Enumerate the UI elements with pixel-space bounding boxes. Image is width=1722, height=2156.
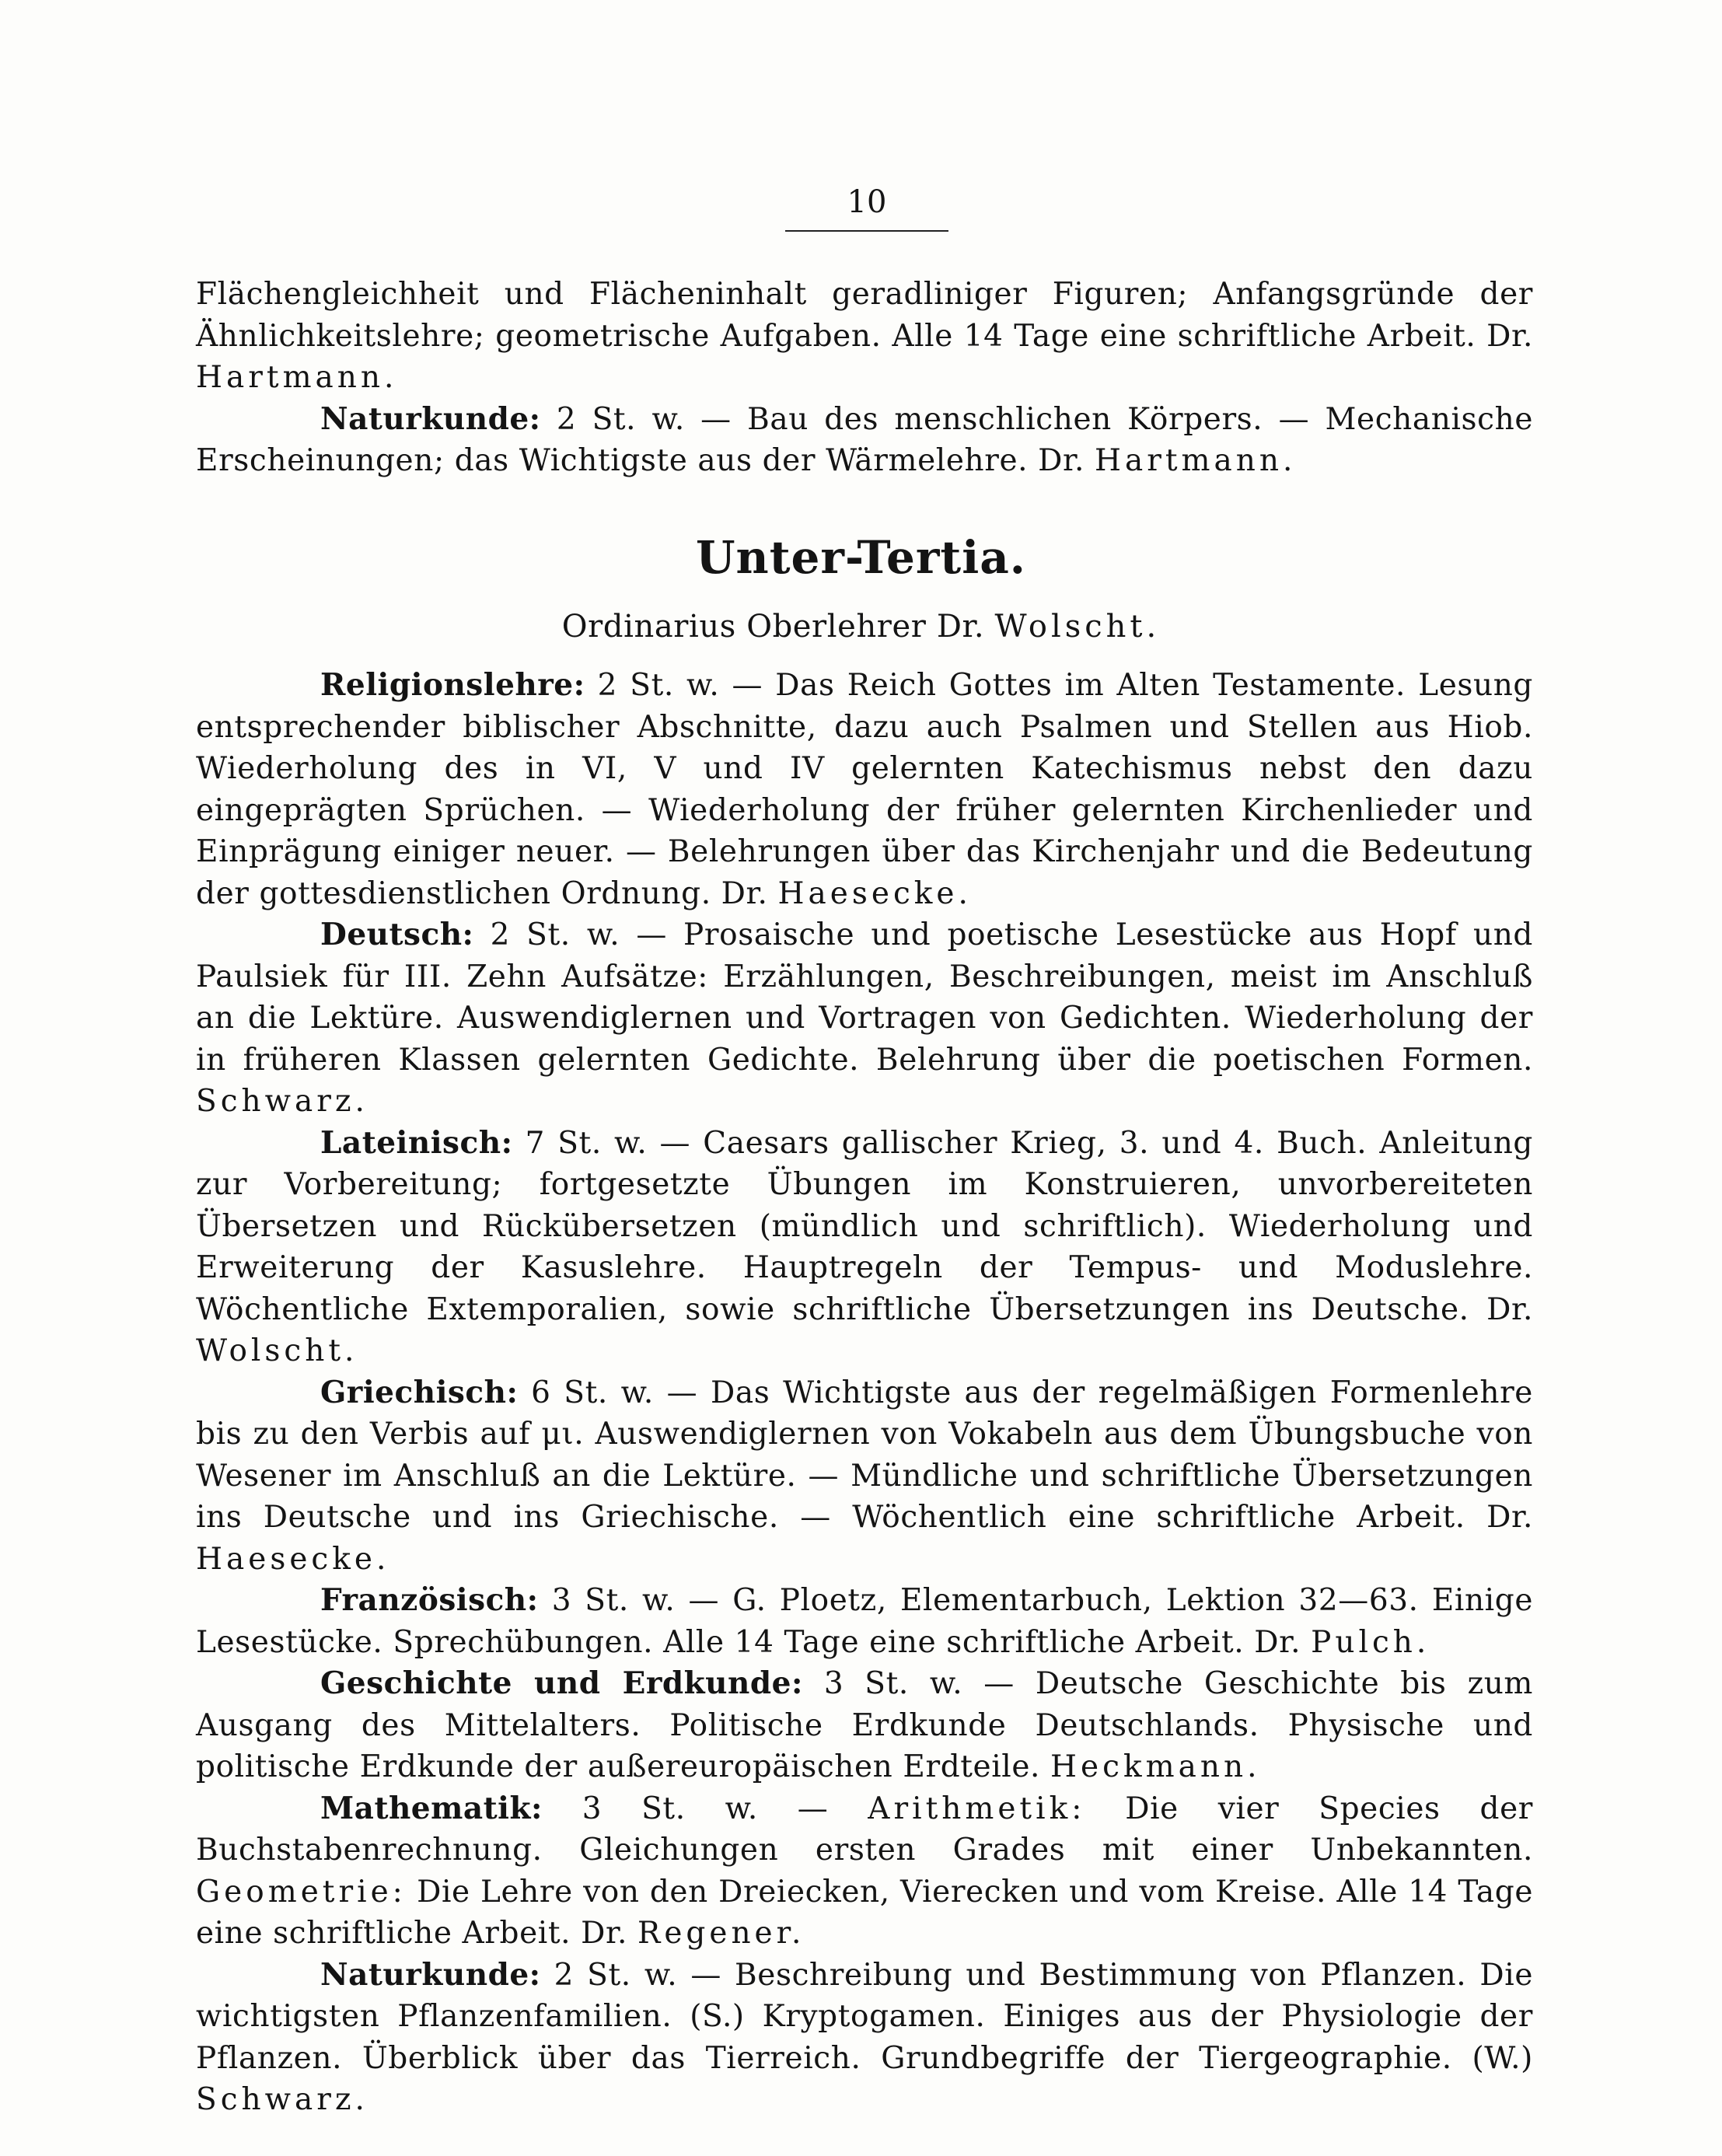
teacher-name: Haesecke. [777,875,972,911]
subject-label: Naturkunde: [320,1956,541,1993]
subject-text: 3 St. w. — Deutsche Geschichte bis zum Ausgang des Mittelalters. Politische Erdkunde Deutschlands. Physische und politische Erdkunde der außereuropäischen Erdteile. [196,1666,1534,1784]
continuation-text: Flächengleichheit und Flächeninhalt geradliniger Figuren; Anfangsgründe der Ähnlichkeitslehre; geometrische Aufgaben. Alle 14 Tage eine schriftliche Arbeit. Dr. [196,277,1533,354]
subject-text: 2 St. w. — Prosaische und poetische Lesestücke aus Hopf und Paulsiek für III. Zehn Aufsätze: Erzählungen, Beschreibungen, meist im Anschluß an die Lektüre. Auswendiglernen und Vortragen von Gedichten. Wiederholung der in früheren Klassen gelernten Gedichte. Belehrung über die poetischen Formen. [196,917,1533,1078]
subject-text: 6 St. w. — Das Wichtigste aus der regelmäßigen Formenlehre bis zu den Verbis auf μι. Auswendiglernen von Vokabeln aus dem Übungsbuche von Wesener im Anschluß an die Lektüre. — Mündliche und schriftliche Übersetzungen ins Deutsche und ins Griechische. — Wöchentlich eine schriftliche Arbeit. Dr. [196,1375,1533,1535]
subject-text: 3 St. w. — [542,1791,868,1826]
subject-text: Die Lehre von den Dreiecken, Vierecken und vom Kreise. Alle 14 Tage eine schriftliche Arbeit. Dr. [196,1874,1533,1951]
subject-label: Deutsch: [320,917,474,952]
subject-text: 2 St. w. — Bau des menschlichen Körpers. — Mechanische Erscheinungen; das Wichtigste aus der Wärmelehre. Dr. [196,401,1533,478]
ordinarius-name: Wolscht. [994,609,1161,645]
section-heading: Unter-Tertia. [695,531,1027,584]
teacher-name: Hartmann. [1094,443,1297,478]
subject-label: Religionslehre: [320,667,585,703]
subject-label: Mathematik: [320,1790,543,1826]
subject-text: 7 St. w. — Caesars gallischer Krieg, 3. und 4. Buch. Anleitung zur Vorbereitung; fortgesetzte Übungen im Konstruieren, unvorbereiteten Übersetzen und Rückübersetzen (mündlich und schriftlich). Wiederholung und Erweiterung der Kasuslehre. Hauptregeln der Tempus- und Moduslehre. Wöchentliche Extemporalien, sowie schriftliche Übersetzungen ins Deutsche. Dr. [196,1125,1533,1327]
subject-text: Die vier Species der Buchstabenrechnung. Gleichungen ersten Grades mit einer Unbekannten. [196,1791,1534,1868]
continuation-block [196,274,1533,482]
page-number: 10 [847,184,887,220]
subject-text: 2 St. w. — Beschreibung und Bestimmung von Pflanzen. Die wichtigsten Pflanzenfamilien. (S.) Kryptogamen. Einiges aus der Physiologie der Pflanzen. Überblick über das Tierreich. Grundbegriffe der Tiergeographie. (W.) [196,1957,1533,2076]
teacher-name: Pulch. [1311,1624,1430,1660]
subject-text: 3 St. w. — G. Ploetz, Elementarbuch, Lektion 32—63. Einige Lesestücke. Sprechübungen. Alle 14 Tage eine schriftliche Arbeit. Dr. [196,1583,1533,1660]
teacher-name: Regener. [637,1916,805,1951]
continuation-paragraph [196,274,1533,399]
teacher-name: Schwarz. [196,2082,369,2117]
subjects-block [196,665,1533,2121]
ordinarius-line [0,609,1722,645]
topic-arithmetik: Arithmetik: [868,1791,1086,1826]
teacher-name: Heckmann. [1050,1749,1261,1784]
teacher-name: Hartmann. [196,360,398,395]
subject-text: 2 St. w. — Das Reich Gottes im Alten Testamente. Lesung entsprechender biblischer Abschnitte, dazu auch Psalmen und Stellen aus Hiob. Wiederholung des in VI, V und IV gelernten Katechismus nebst den dazu eingeprägten Sprüchen. — Wiederholung der früher gelernten Kirchenlieder und Einprägung einiger neuer. — Belehrungen über das Kirchenjahr und die Bedeutung der gottesdienstlichen Ordnung. Dr. [196,668,1533,911]
ordinarius-label: Ordinarius Oberlehrer Dr. [561,609,995,645]
paragraph-deutsch [196,914,1533,1123]
paragraph-naturkunde [196,1955,1533,2121]
paragraph-mathematik [196,1788,1533,1955]
subject-label: Griechisch: [320,1374,519,1410]
teacher-name: Haesecke. [196,1541,390,1577]
subject-label: Naturkunde: [320,400,541,437]
paragraph-lateinisch [196,1123,1533,1372]
page-number-rule [785,230,948,232]
teacher-name: Schwarz. [196,1084,369,1119]
teacher-name: Wolscht. [196,1333,358,1368]
paragraph-religionslehre [196,665,1533,914]
subject-label: Französisch: [320,1582,539,1618]
topic-geometrie: Geometrie: [196,1874,407,1910]
paragraph-griechisch [196,1372,1533,1581]
subject-label: Geschichte und Erdkunde: [320,1665,803,1701]
paragraph-naturkunde-previous [196,399,1533,482]
subject-label: Lateinisch: [320,1124,513,1161]
paragraph-geschichte-erdkunde [196,1663,1533,1788]
paragraph-franzoesisch [196,1580,1533,1663]
